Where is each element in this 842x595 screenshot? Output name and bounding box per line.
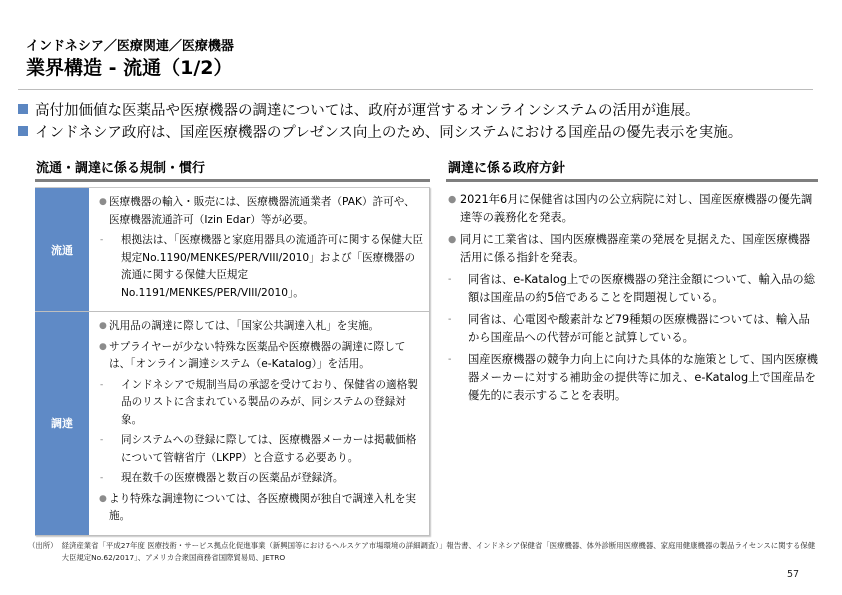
- square-bullet-icon: [18, 126, 28, 136]
- bullet-icon: ●: [99, 493, 107, 504]
- row-content: [89, 188, 429, 311]
- left-section-rule: [35, 179, 430, 182]
- summary-text: インドネシア政府は、国産医療機器のプレゼンス向上のため、同システムにおける国産品の優先表示を実施。: [35, 124, 743, 141]
- summary-item: [18, 120, 818, 142]
- page-number: 57: [787, 569, 800, 580]
- breadcrumb: インドネシア／医療関連／医療機器: [26, 39, 234, 54]
- list-item: ● 2021年6月に保健省は国内の公立病院に対し、国産医療機器の優先調達等の義務化を発表。: [448, 191, 818, 227]
- dash-icon: -: [100, 435, 104, 445]
- list-item: ● 医療機器の輸入・販売には、医療機器流通業者（PAK）許可や、医療機器流通許可（Izin Edar）等が必要。: [99, 194, 425, 229]
- row-label: 調達: [35, 312, 89, 535]
- list-item: - 根拠法は、「医療機器と家庭用器具の流通許可に関する保健大臣規定No.1190/MENKES/PER/VIII/2010」および「医療機器の流通に関する保健大臣規定No.1191/MENKES/PER/VIII/2010」。: [99, 232, 425, 302]
- bullet-icon: ●: [99, 321, 107, 331]
- list-item: - 国産医療機器の競争力向上に向けた具体的な施策として、国内医療機器メーカーに対する補助金の提供等に加え、e-Katalog上で国産品を優先的に表示することを表明。: [448, 351, 818, 405]
- list-item: ● 汎用品の調達に際しては、「国家公共調達入札」を実施。: [99, 318, 425, 336]
- bullet-icon: ●: [448, 234, 457, 245]
- list-item: - 同システムへの登録に際しては、医療機器メーカーは掲載価格について管轄省庁（LKPP）と合意する必要あり。: [99, 432, 425, 467]
- bullet-icon: ●: [99, 197, 107, 207]
- dash-icon: -: [448, 354, 452, 365]
- list-item: - 同省は、心電図や酸素計など79種類の医療機器については、輸入品から国産品への代替が可能と試算している。: [448, 311, 818, 347]
- list-item: - 同省は、e-Katalog上での医療機器の発注金額について、輸入品の総額は国産品の約5倍であることを問題視している。: [448, 271, 818, 307]
- summary-list: [18, 98, 818, 142]
- policy-list: [448, 191, 818, 409]
- source-note: [28, 540, 818, 564]
- list-item: ● より特殊な調達物については、各医療機関が独自で調達入札を実施。: [99, 491, 425, 526]
- summary-item: [18, 98, 818, 120]
- title-divider: [18, 89, 813, 90]
- table-row-procurement: [35, 311, 429, 535]
- dash-icon: -: [448, 314, 452, 325]
- dash-icon: -: [100, 235, 104, 245]
- table-row-distribution: [35, 188, 429, 311]
- dash-icon: -: [100, 473, 104, 483]
- row-label: 流通: [35, 188, 89, 311]
- summary-text: 高付加価値な医薬品や医療機器の調達については、政府が運営するオンラインシステムの活用が進展。: [35, 102, 700, 119]
- square-bullet-icon: [18, 104, 28, 114]
- list-item: ● サプライヤーが少ない特殊な医薬品や医療機器の調達に際しては、「オンライン調達システム（e-Katalog）」を活用。: [99, 339, 425, 374]
- source-label: （出所）: [28, 541, 58, 550]
- bullet-icon: ●: [448, 194, 457, 205]
- list-item: - 現在数千の医療機器と数百の医薬品が登録済。: [99, 470, 425, 488]
- list-item: ● 同月に工業省は、国内医療機器産業の発展を見据えた、国産医療機器活用に係る指針を発表。: [448, 231, 818, 267]
- page-title: 業界構造 - 流通（1/2）: [26, 57, 233, 79]
- bullet-icon: ●: [99, 341, 107, 352]
- right-section-title: 調達に係る政府方針: [448, 161, 566, 176]
- dash-icon: -: [100, 379, 104, 390]
- row-content: [89, 312, 429, 535]
- dash-icon: -: [448, 274, 452, 285]
- right-section-rule: [446, 179, 818, 182]
- regulation-table: [35, 187, 430, 536]
- list-item: - インドネシアで規制当局の承認を受けており、保健省の適格製品のリストに含まれている製品のみが、同システムの登録対象。: [99, 377, 425, 430]
- source-text: 経済産業省「平成27年度 医療技術・サービス拠点化促進事業（新興国等におけるヘルスケア市場環境の詳細調査）」報告書、インドネシア保健省「医療機器、体外診断用医療機器、家庭用健康機器の製品ライセンスに関する保健大臣規定No.62/2017」、アメリカ合衆国商務省国際貿易局、JETRO: [61, 541, 816, 562]
- left-section-title: 流通・調達に係る規制・慣行: [36, 161, 206, 176]
